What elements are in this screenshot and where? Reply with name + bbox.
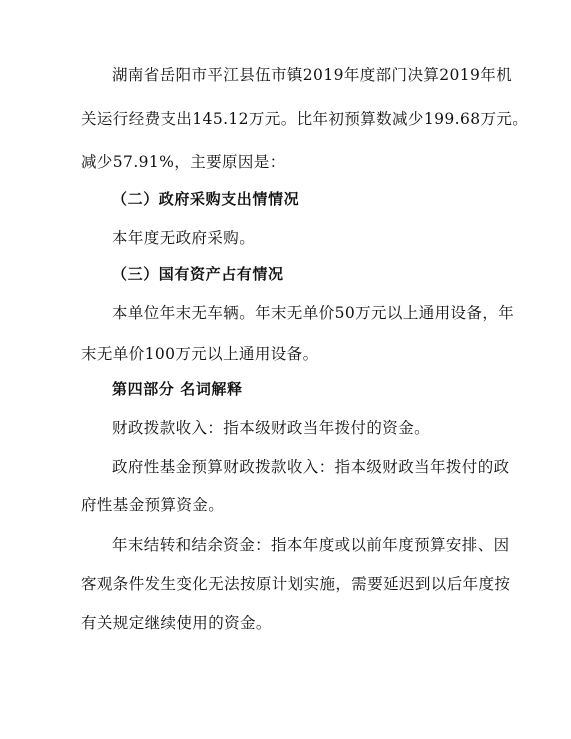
definition-government-fund-line-1: 政府性基金预算财政拨款收入：指本级财政当年拨付的政 <box>112 458 510 476</box>
definition-carryover-funds-line-2: 客观条件发生变化无法按原计划实施，需要延迟到以后年度按 <box>81 575 511 593</box>
section-title-glossary: 第四部分 名词解释 <box>112 380 243 398</box>
definition-government-fund-line-2: 府性基金预算资金。 <box>81 496 225 514</box>
definition-fiscal-appropriation-income: 财政拨款收入：指本级财政当年拨付的资金。 <box>112 419 431 437</box>
para-assets-line-2: 末无单价100万元以上通用设备。 <box>81 345 319 363</box>
para-operating-expenses-line-3: 减少57.91%，主要原因是： <box>81 153 286 171</box>
para-assets-line-1: 本单位年末无车辆。年末无单价50万元以上通用设备，年 <box>112 304 515 322</box>
definition-carryover-funds-line-3: 有关规定继续使用的资金。 <box>81 614 272 632</box>
heading-state-assets: （三）国有资产占有情况 <box>112 265 284 283</box>
definition-carryover-funds-line-1: 年末结转和结余资金：指本年度或以前年度预算安排、因 <box>112 536 510 554</box>
para-operating-expenses-line-1: 湖南省岳阳市平江县伍市镇2019年度部门决算2019年机 <box>112 66 513 84</box>
heading-government-procurement: （二）政府采购支出情情况 <box>112 190 300 208</box>
para-no-procurement: 本年度无政府采购。 <box>112 229 256 247</box>
para-operating-expenses-line-2: 关运行经费支出145.12万元。比年初预算数减少199.68万元。 <box>81 110 529 128</box>
